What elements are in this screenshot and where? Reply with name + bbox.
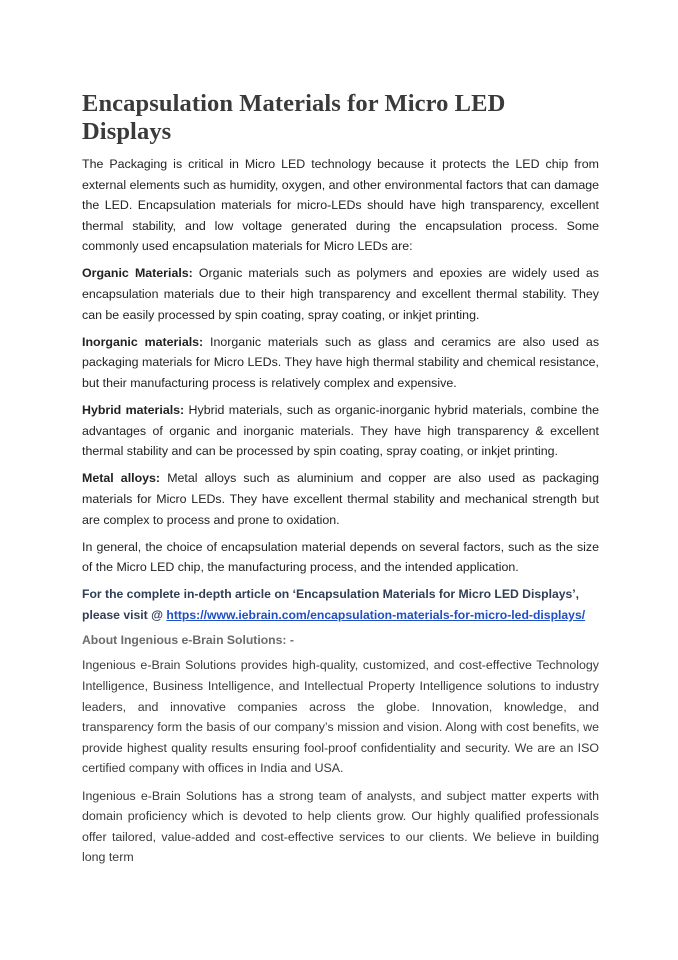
section-hybrid: [82, 400, 599, 462]
conclusion-paragraph: In general, the choice of encapsulation material depends on several factors, such as the size of the Micro LED chip, the manufacturing process, and the intended application.: [82, 539, 599, 575]
cta-paragraph: [82, 584, 599, 625]
section-metal: [82, 468, 599, 530]
about-section: [82, 633, 599, 867]
section-text: Hybrid materials, such as organic-inorganic hybrid materials, combine the advantages of organic and inorganic materials. They have high transparency & excellent thermal stability and can be processed by spin coating, spray coating, or inkjet printing.: [82, 403, 599, 459]
document-page: [82, 90, 599, 874]
about-paragraph: Ingenious e-Brain Solutions has a strong team of analysts, and subject matter experts with domain proficiency which is devoted to help clients grow. Our highly qualified professionals offer tailored, value-added and cost-effective services to our clients. We believe in building long term: [82, 788, 599, 865]
section-text: Inorganic materials such as glass and ceramics are also used as packaging materials for Micro LEDs. They have high thermal stability and chemical resistance, but their manufacturing process is relatively complex and expensive.: [82, 334, 600, 390]
about-paragraph: Ingenious e-Brain Solutions provides high-quality, customized, and cost-effective Technology Intelligence, Business Intelligence, and Intellectual Property Intelligence solutions to industry leaders, and innovative companies across the globe. Innovation, knowledge, and transparency form the basis of our company’s mission and vision. Along with cost benefits, we provide highest quality results ensuring fool-proof confidentiality and security. We are an ISO certified company with offices in India and USA.: [82, 658, 599, 776]
about-heading: About Ingenious e-Brain Solutions: -: [82, 633, 294, 648]
article-link[interactable]: https://www.iebrain.com/encapsulation-materials-for-micro-led-displays/: [166, 607, 586, 622]
section-text: Organic materials such as polymers and epoxies are widely used as encapsulation materials due to their high transparency and excellent thermal stability. They can be easily processed by spin coating, spray coating, or inkjet printing.: [82, 266, 599, 322]
section-label: Metal alloys:: [82, 471, 161, 486]
section-inorganic: [82, 332, 599, 394]
cta-text: For the complete in-depth article on ‘Encapsulation Materials for Micro LED Displays’, please visit @: [82, 587, 580, 622]
article-title: Encapsulation Materials for Micro LED Displays: [82, 90, 506, 145]
section-text: Metal alloys such as aluminium and copper are also used as packaging materials for Micro LEDs. They have excellent thermal stability and mechanical strength but are complex to process and prone to oxidation.: [82, 471, 599, 527]
section-label: Organic Materials:: [82, 266, 193, 281]
section-label: Inorganic materials:: [82, 334, 204, 349]
intro-paragraph: The Packaging is critical in Micro LED technology because it protects the LED chip from external elements such as humidity, oxygen, and other environmental factors that can damage the LED. Encapsulation materials for micro-LEDs should have high transparency, excellent thermal stability, and low voltage generated during the encapsulation process. Some commonly used encapsulation materials for Micro LEDs are:: [82, 157, 599, 254]
section-label: Hybrid materials:: [82, 403, 185, 418]
section-organic: [82, 263, 599, 325]
